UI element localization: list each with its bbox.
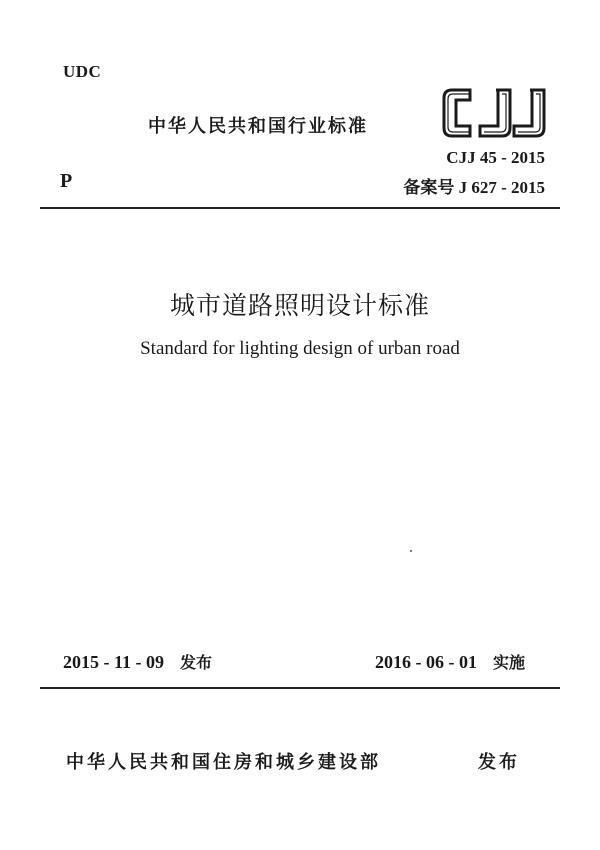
bottom-divider — [40, 687, 560, 689]
top-divider — [40, 207, 560, 209]
udc-label: UDC — [63, 62, 102, 81]
classification-code: P — [60, 170, 73, 192]
cjj-logo — [440, 84, 548, 142]
implement-date: 2016 - 06 - 01 — [375, 652, 477, 672]
issue-date-line — [63, 650, 212, 673]
issue-label: 发布 — [180, 653, 213, 672]
implement-label: 实施 — [493, 653, 526, 672]
issue-date: 2015 - 11 - 09 — [63, 652, 164, 672]
implement-date-line — [375, 650, 525, 673]
publish-label: 发布 — [478, 752, 520, 773]
logo-text: CJJ — [440, 84, 442, 85]
speck — [410, 550, 412, 552]
issuing-ministry: 中华人民共和国住房和城乡建设部 — [66, 752, 381, 773]
industry-standard-heading: 中华人民共和国行业标准 — [148, 116, 368, 137]
standard-code: CJJ 45 - 2015 — [446, 148, 545, 167]
title-chinese: 城市道路照明设计标准 — [169, 291, 430, 320]
record-number: 备案号 J 627 - 2015 — [403, 178, 545, 197]
title-english: Standard for lighting design of urban road — [140, 338, 460, 359]
